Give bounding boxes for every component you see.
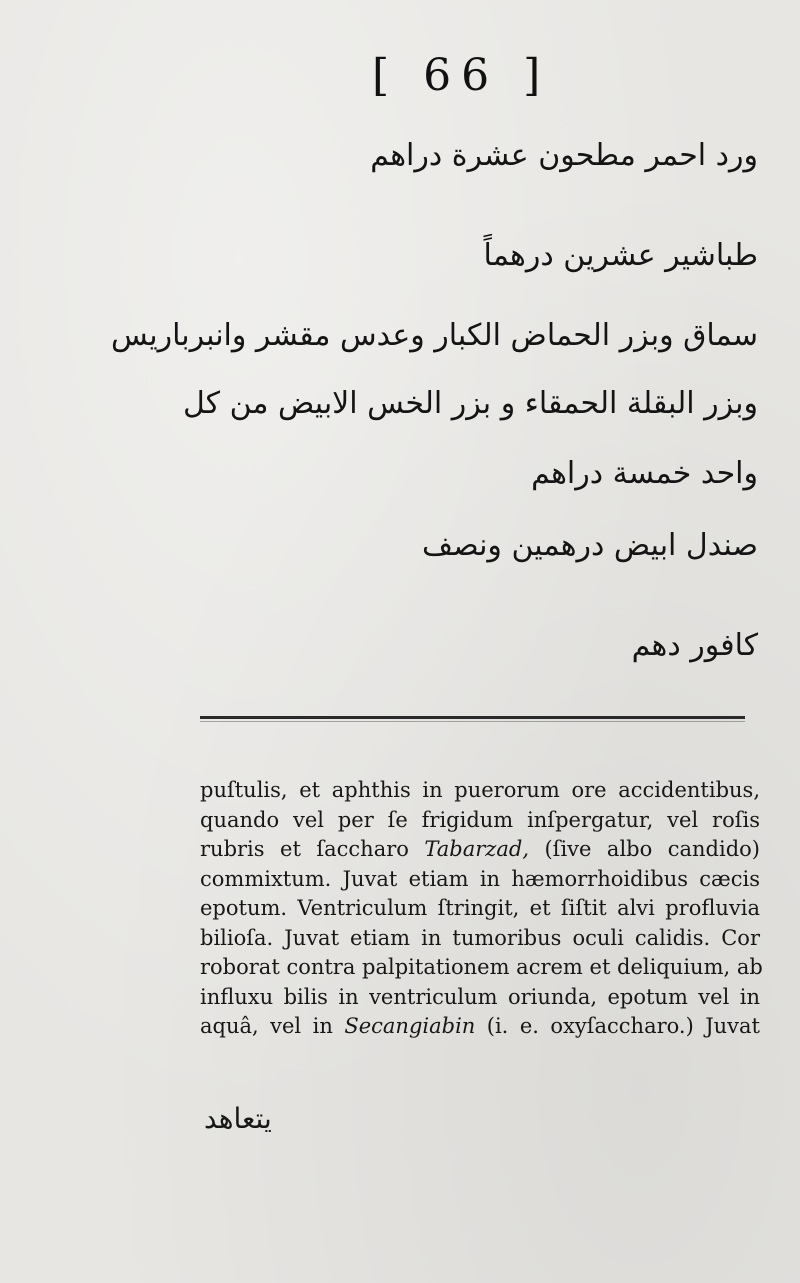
arabic-line-7: كافور دهم (631, 628, 758, 663)
latin-line-6: bilioſa. Juvat etiam in tumoribus oculi calidis. Cor (200, 925, 760, 950)
page-number: [ 66 ] (372, 50, 551, 101)
italic-secangiabin: Secangiabin (344, 1014, 476, 1038)
arabic-line-6: صندل ابيض درهمين ونصف (422, 528, 758, 563)
latin-paragraph (200, 776, 763, 1042)
arabic-line-4: وبزر البقلة الحمقاء و بزر الخس الابيض من كل (183, 386, 758, 421)
latin-line-8: influxu bilis in ventriculum oriunda, epotum vel in (200, 984, 760, 1009)
latin-line-3-start: rubris et ſaccharo (200, 837, 425, 861)
latin-line-4: commixtum. Juvat etiam in hæmorrhoidibus cæcis (200, 866, 760, 891)
latin-line-3-end: (ſive albo candido) (529, 837, 760, 861)
catchword: يتعاهد (204, 1102, 272, 1135)
arabic-line-1: ورد احمر مطحون عشرة دراهم (370, 138, 758, 173)
latin-line-3 (200, 835, 760, 865)
latin-line-1: puſtulis, et aphthis in puerorum ore accidentibus, (200, 778, 760, 802)
latin-line-2: quando vel per ſe frigidum inſpergatur, vel roſis (200, 807, 760, 832)
separator-rule (200, 716, 745, 719)
latin-line-9-start: aquâ, vel in (200, 1014, 345, 1038)
italic-tabarzad: Tabarzad, (424, 837, 529, 861)
separator-rule-shadow (200, 721, 745, 722)
latin-line-9 (200, 1012, 760, 1042)
arabic-line-5: واحد خمسة دراهم (531, 456, 758, 491)
latin-line-9-end: (i. e. oxyſaccharo.) Juvat (475, 1014, 761, 1038)
arabic-line-2: طباشير عشرين درهماً (483, 238, 758, 273)
arabic-line-3: سماق وبزر الحماض الكبار وعدس مقشر وانبرباريس (111, 318, 758, 353)
latin-line-7: roborat contra palpitationem acrem et deliquium, ab (200, 955, 763, 979)
latin-line-5: epotum. Ventriculum ſtringit, et ſiſtit alvi profluvia (200, 896, 760, 920)
